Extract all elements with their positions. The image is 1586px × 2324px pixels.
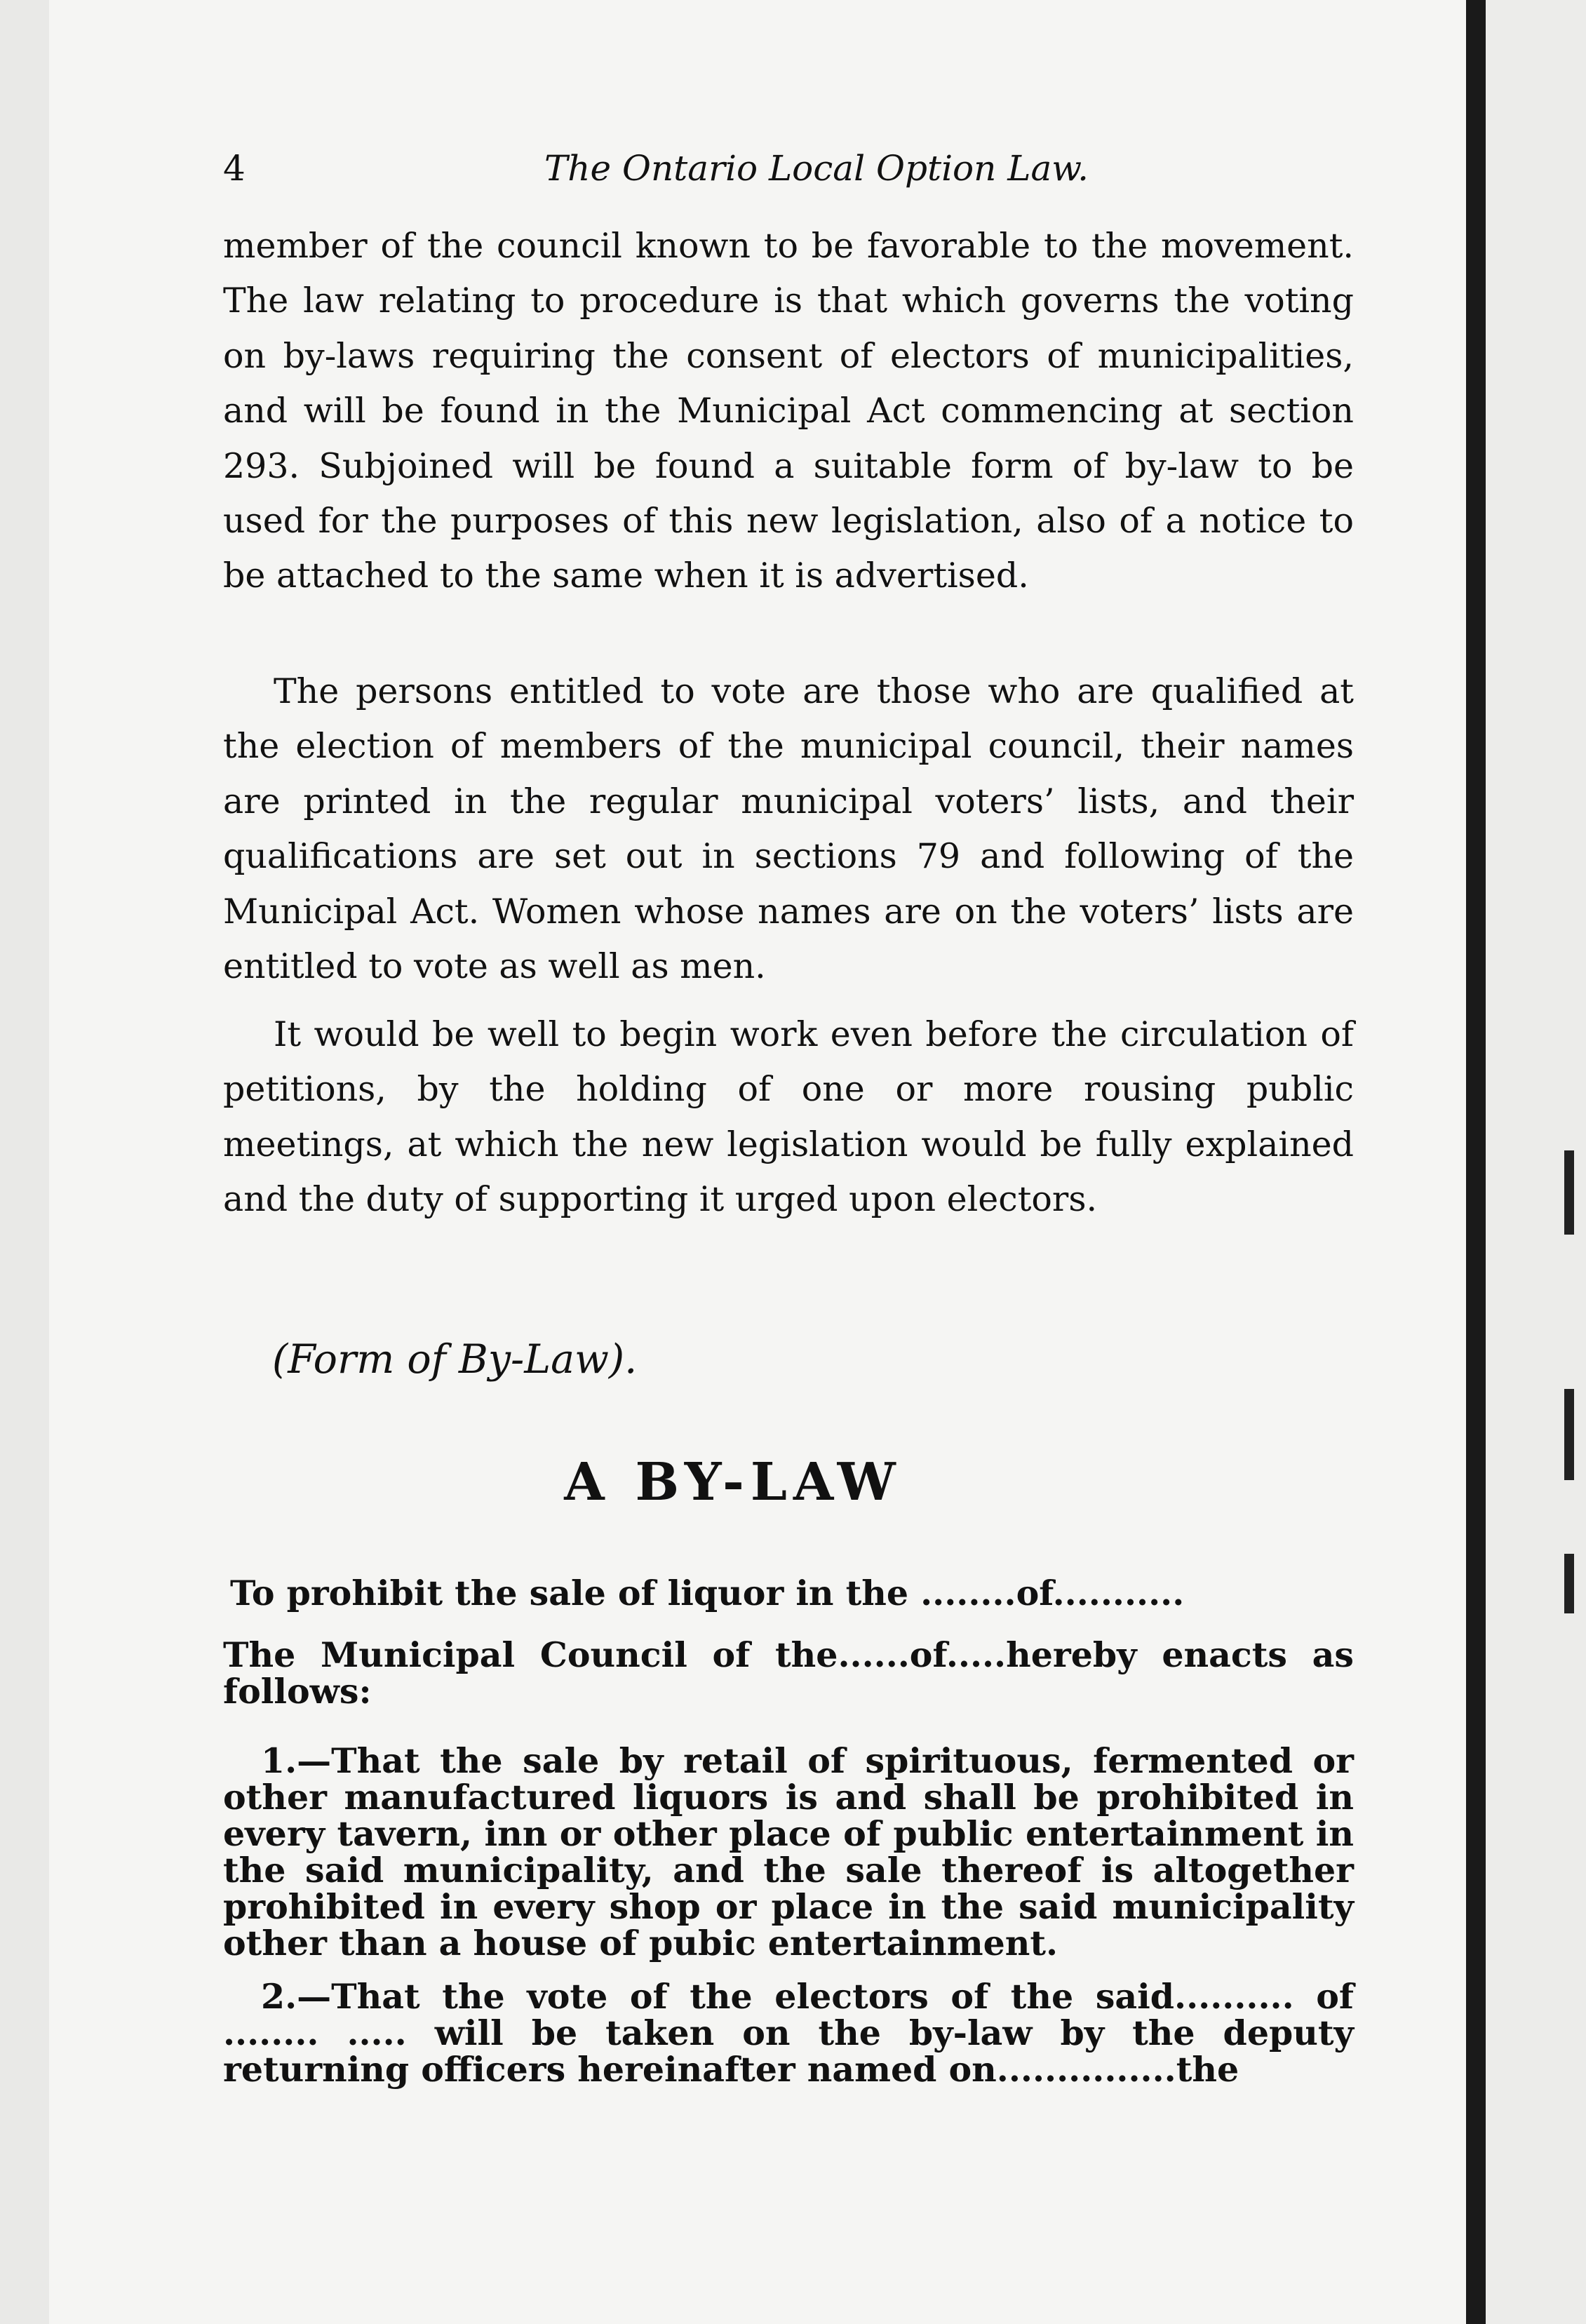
bylaw-enacting-clause: The Municipal Council of the......of.....hereby enacts as follows: — [223, 1634, 1354, 1712]
bylaw-title: A BY-LAW — [564, 1452, 902, 1512]
running-title: The Ontario Local Option Law. — [544, 148, 1089, 189]
facing-page-mark — [1564, 1554, 1574, 1613]
facing-page-mark — [1564, 1389, 1574, 1480]
body-paragraph-3: It would be well to begin work even before the circulation of petitions, by the holding of one or more rousing public meetings, at which the new legislation would be fully explained and the duty of supporting it urged upon electors. — [223, 1014, 1354, 1220]
page-edge-left — [0, 0, 49, 2324]
bylaw-section-2: 2.—That the vote of the electors of the said.......... of ........ ..... will be taken on the by-law by the deputy returning officers hereinafter named on...............the — [223, 1976, 1354, 2090]
page-header — [223, 140, 1354, 196]
facing-page-mark — [1564, 1150, 1574, 1235]
book-gutter — [1466, 0, 1486, 2324]
page-number: 4 — [223, 148, 246, 189]
body-paragraph-1: member of the council known to be favorable to the movement. The law relating to procedure is that which governs the voting on by-laws requiring the consent of electors of municipalities, and will be found in the Municipal Act commencing at section 293. Subjoined will be found a suitable form of by-law to be used for the purposes of this new legislation, also of a notice to be attached to the same when it is advertised. — [223, 226, 1354, 596]
form-label: (Form of By-Law). — [272, 1336, 638, 1383]
bylaw-purpose: To prohibit the sale of liquor in the ........of........... — [230, 1573, 1185, 1613]
bylaw-section-1: 1.—That the sale by retail of spirituous, fermented or other manufactured liquors is and shall be prohibited in every tavern, inn or other place of public entertainment in the said municipality, and the sale thereof is altogether prohibited in every shop or place in the said municipality other than a house of pubic entertainment. — [223, 1740, 1354, 1963]
body-paragraph-2: The persons entitled to vote are those who are qualified at the election of members of the municipal council, their names are printed in the regular municipal voters’ lists, and their qualifications are set out in sections 79 and following of the Municipal Act. Women whose names are on the voters’ lists are entitled to vote as well as men. — [223, 671, 1354, 987]
